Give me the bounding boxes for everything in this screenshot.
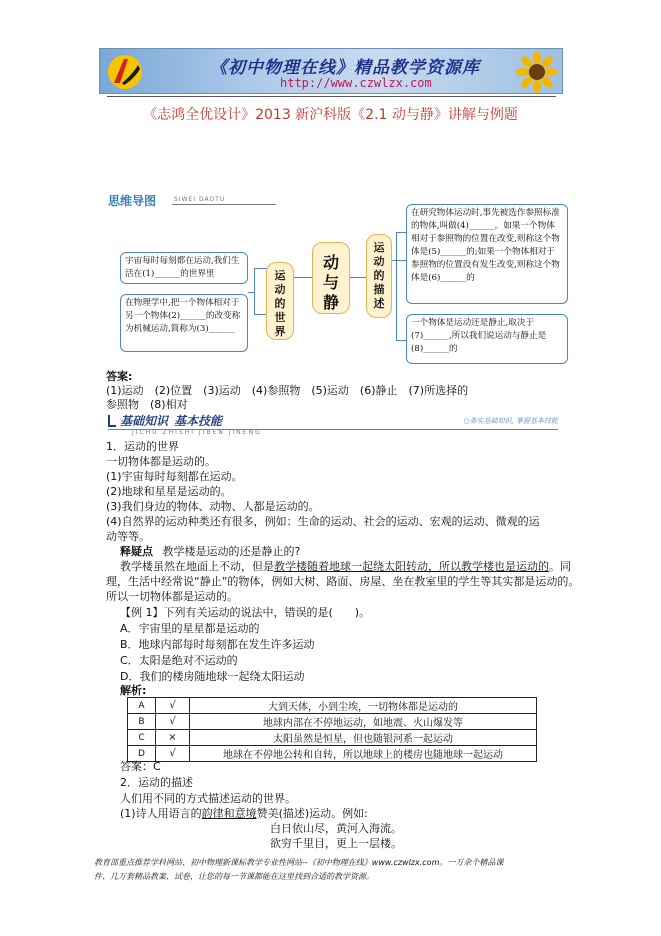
- table-cell-option: B: [128, 714, 156, 730]
- header-banner: [99, 48, 563, 94]
- doubt-answer-1a: 教学楼虽然在地面上不动，但是: [120, 560, 274, 573]
- basics-title: [108, 412, 222, 429]
- poem-line-1: 白日依山尽，黄河入海流。: [270, 822, 402, 835]
- connector: [396, 232, 397, 340]
- answers-heading: 答案:: [106, 370, 133, 383]
- doubt-label: 释疑点: [120, 545, 153, 558]
- doubt-line: [106, 545, 300, 558]
- box-description-2: [406, 314, 568, 364]
- doubt-answer-1-underline: 教学楼随着地球一起绕太阳转动，所以教学楼也是运动的: [274, 560, 549, 573]
- banner-url[interactable]: http://www.czwlzx.com: [280, 76, 432, 90]
- table-cell-mark: √: [156, 746, 190, 762]
- example1-option-a: A．宇宙里的星星都是运动的: [120, 622, 260, 635]
- branch-world: [266, 262, 294, 340]
- banner-title: 《初中物理在线》精品教学资源库: [210, 58, 480, 78]
- box-description-1-text: 在研究物体运动时,事先被选作参照标准的物体,叫做(4)______。如果一个物体相对于参照物的位置在改变,则称这个物体是(5)______的;如果一个物体相对于参照物的位置没有发生改变,则称这个物体是(6)______的: [411, 208, 560, 283]
- box-world-1: [120, 252, 248, 284]
- basics-title-a: 基础知识: [120, 414, 169, 428]
- section1-p2: (1)宇宙每时每刻都在运动。: [106, 470, 243, 483]
- basics-subtitle: JICHU ZHISHI JIBEN JINENG: [132, 429, 262, 436]
- branch-world-text: 运动的世界: [274, 269, 286, 338]
- connector: [396, 340, 406, 341]
- connector: [294, 277, 312, 278]
- connector: [396, 232, 406, 233]
- section1-p5b: 动等等。: [106, 530, 150, 543]
- example1-option-b: B．地球内部每时每刻都在发生许多运动: [120, 638, 315, 651]
- branch-description-text: 运动的描述: [373, 241, 385, 310]
- document-title: 《志鸿全优设计》2013 新沪科版《2.1 动与静》讲解与例题: [143, 107, 518, 123]
- basics-tagline: ○务实基础知识, 掌握基本技能: [463, 417, 558, 425]
- footer-line-2: 件、几万套精品教案、试卷，让您的每一节课都能在这里找到合适的教学资源。: [94, 872, 374, 881]
- doubt-answer-1-end: 。同: [549, 560, 571, 573]
- center-node-text: 动与静: [323, 253, 340, 312]
- page-footer: [94, 856, 569, 884]
- table-cell-text: 地球内部在不停地运动，如地震、火山爆发等: [190, 714, 537, 730]
- table-cell-option: A: [128, 698, 156, 714]
- table-cell-text: 地球在不停地公转和自转，所以地球上的楼房也随地球一起运动: [190, 746, 537, 762]
- section2-p1: 人们用不同的方式描述运动的世界。: [120, 792, 296, 805]
- section1-heading: 1．运动的世界: [106, 440, 179, 453]
- doubt-question: 教学楼是运动的还是静止的?: [162, 545, 301, 558]
- section2-heading: 2．运动的描述: [120, 776, 193, 789]
- section2-p2a: (1)诗人用语言的: [120, 807, 202, 820]
- basics-title-b: 基本技能: [174, 414, 223, 428]
- table-cell-mark: ×: [156, 730, 190, 746]
- bookmark-icon: [108, 415, 116, 427]
- example1-option-c: C．太阳是绝对不运动的: [120, 654, 238, 667]
- box-world-2-text: 在物理学中,把一个物体相对于另一个物体(2)______的改变称为机械运动,简称为(3)______: [125, 298, 241, 334]
- center-node: [312, 242, 350, 314]
- answers-line-1: (1)运动 (2)位置 (3)运动 (4)参照物 (5)运动 (6)静止 (7)所选择的: [106, 384, 469, 397]
- table-row: [128, 714, 537, 730]
- box-world-2: [120, 294, 248, 352]
- section1-p5a: (4)自然界的运动种类还有很多，例如：生命的运动、社会的运动、宏观的运动、微观的运: [106, 515, 540, 528]
- doubt-answer-3: 所以一切物体都是运动的。: [106, 590, 238, 603]
- table-cell-mark: √: [156, 714, 190, 730]
- footer-line-1: 教育部重点推荐学科网站、初中物理新课标教学专业性网站--《初中物理在线》www.czwlzx.com。一万余个精品课: [94, 858, 504, 867]
- table-row: [128, 698, 537, 714]
- sunflower-icon: [516, 51, 558, 93]
- mind-map: [112, 204, 572, 368]
- box-description-1: [406, 204, 568, 304]
- table-cell-mark: √: [156, 698, 190, 714]
- logo-icon: [106, 53, 144, 91]
- mindmap-label-text: 思维导图: [108, 194, 157, 208]
- example1-option-d: D．我们的楼房随地球一起绕太阳运动: [120, 670, 305, 683]
- analysis-label: 解析:: [120, 684, 147, 697]
- example1-answer: 答案：C: [120, 760, 161, 773]
- connector: [248, 292, 254, 293]
- branch-description: [366, 234, 392, 318]
- poem-line-2: 欲穷千里目，更上一层楼。: [270, 837, 402, 850]
- table-cell-text: 大到天体，小到尘埃，一切物体都是运动的: [190, 698, 537, 714]
- connector: [254, 268, 255, 315]
- basics-section-bar: [108, 412, 558, 436]
- section2-p2-underline: 韵律和意境: [201, 807, 257, 820]
- section1-p4: (3)我们身边的物体、动物、人都是运动的。: [106, 500, 320, 513]
- example1-stem: 【例 1】下列有关运动的说法中，错误的是( )。: [120, 606, 371, 619]
- box-description-2-text: 一个物体是运动还是静止,取决于(7)______,所以我们说运动与静止是(8)______的: [411, 318, 547, 354]
- table-cell-text: 太阳虽然是恒星，但也随银河系一起运动: [190, 730, 537, 746]
- answers-line-2: 参照物 (8)相对: [106, 398, 188, 411]
- table-cell-option: C: [128, 730, 156, 746]
- doubt-answer-2: 理，生活中经常说“静止”的物体，例如大树、路面、房屋、坐在教室里的学生等其实都是运动的。: [106, 575, 580, 588]
- analysis-table: [127, 697, 537, 762]
- section2-p2: [120, 807, 368, 820]
- box-world-1-text: 宇宙每时每刻都在运动,我们生活在(1)______的世界里: [125, 256, 240, 279]
- section2-p2b: 赞美(描述)运动。例如:: [256, 807, 368, 820]
- connector: [392, 260, 406, 261]
- header-divider: [107, 96, 556, 97]
- mindmap-label-sub: SIWEI DAOTU: [174, 196, 226, 203]
- connector: [350, 277, 366, 278]
- table-row: [128, 746, 537, 762]
- table-cell-option: D: [128, 746, 156, 762]
- table-row: [128, 730, 537, 746]
- section1-p3: (2)地球和星星是运动的。: [106, 485, 232, 498]
- doubt-answer-1: [106, 560, 571, 573]
- section1-p1: 一切物体都是运动的。: [106, 455, 216, 468]
